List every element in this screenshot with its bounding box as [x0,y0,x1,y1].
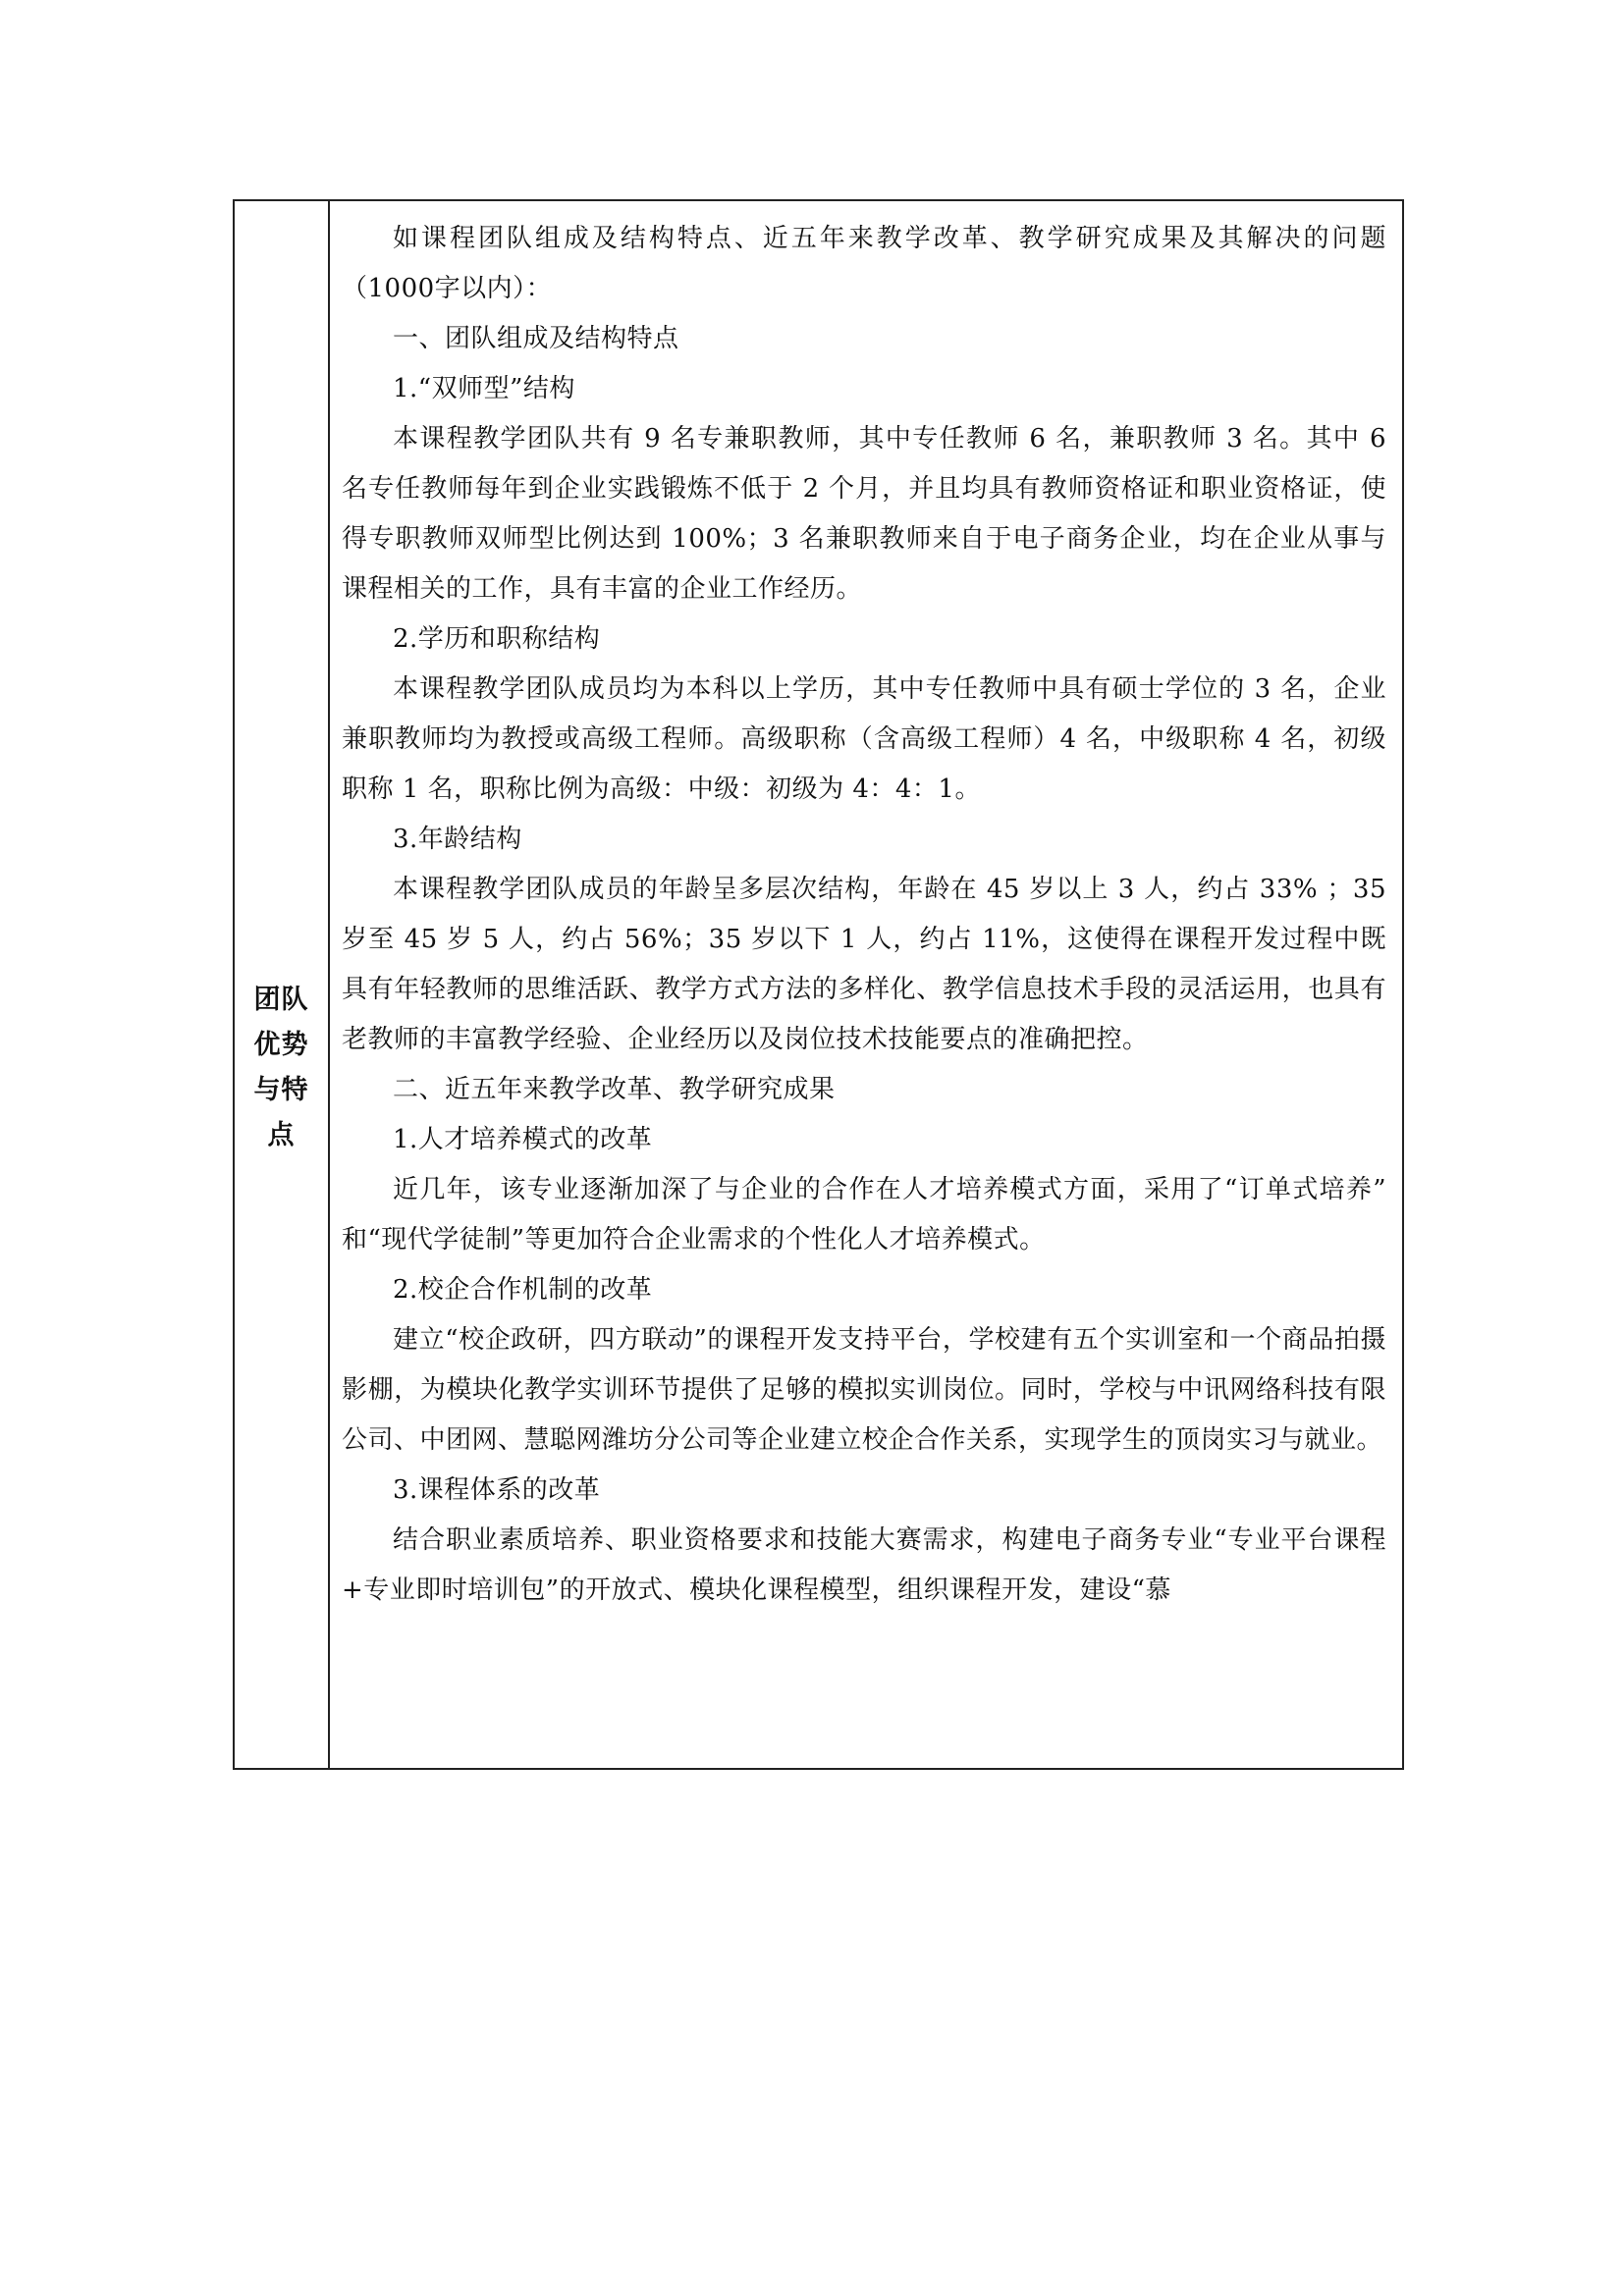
subheading-cooperation: 2.校企合作机制的改革 [393,1275,653,1305]
heading-team-composition: 一、团队组成及结构特点 [393,324,679,353]
form-table [233,199,1404,1770]
subheading-talent-model: 1.人才培养模式的改革 [393,1125,653,1154]
subheading-age-structure: 3.年龄结构 [393,825,522,854]
section-label: 团队优势与特点 [253,985,309,1150]
paragraph-education-title: 本课程教学团队成员均为本科以上学历，其中专任教师中具有硕士学位的 3 名，企业兼职教师均为教授或高级工程师。高级职称（含高级工程师）4 名，中级职称 4 名，初级职称 1 名，职称比例为高级：中级：初级为 4：4：1。 [342,674,1386,804]
subheading-curriculum: 3.课程体系的改革 [393,1475,601,1505]
paragraph-dual-teacher: 本课程教学团队共有 9 名专兼职教师，其中专任教师 6 名，兼职教师 3 名。其中 6 名专任教师每年到企业实践锻炼不低于 2 个月，并且均具有教师资格证和职业资格证，使得专职教师双师型比例达到 100%；3 名兼职教师来自于电子商务企业，均在企业从事与课程相关的工作，具有丰富的企业工作经历。 [342,424,1386,604]
section-label-cell [235,201,330,1768]
paragraph-cooperation: 建立“校企政研，四方联动”的课程开发支持平台，学校建有五个实训室和一个商品拍摄影棚，为模块化教学实训环节提供了足够的模拟实训岗位。同时，学校与中讯网络科技有限公司、中团网、慧聪网潍坊分公司等企业建立校企合作关系，实现学生的顶岗实习与就业。 [342,1325,1386,1455]
paragraph-curriculum: 结合职业素质培养、职业资格要求和技能大赛需求，构建电子商务专业“专业平台课程+专业即时培训包”的开放式、模块化课程模型，组织课程开发，建设“慕 [342,1525,1386,1605]
section-content-cell [330,201,1402,1768]
subheading-dual-teacher: 1.“双师型”结构 [393,374,575,403]
paragraph-age-structure: 本课程教学团队成员的年龄呈多层次结构，年龄在 45 岁以上 3 人，约占 33% ；35 岁至 45 岁 5 人，约占 56%；35 岁以下 1 人，约占 11%，这使得在课程开发过程中既具有年轻教师的思维活跃、教学方式方法的多样化、教学信息技术手段的灵活运用，也具有老教师的丰富教学经验、企业经历以及岗位技术技能要点的准确把控。 [342,875,1386,1054]
subheading-education-title: 2.学历和职称结构 [393,624,601,654]
paragraph-talent-model: 近几年，该专业逐渐加深了与企业的合作在人才培养模式方面，采用了“订单式培养” 和“现代学徒制”等更加符合企业需求的个性化人才培养模式。 [342,1175,1386,1255]
heading-teaching-reform: 二、近五年来教学改革、教学研究成果 [393,1075,836,1104]
intro-prompt: 如课程团队组成及结构特点、近五年来教学改革、教学研究成果及其解决的问题（1000字以内）： [342,224,1386,303]
